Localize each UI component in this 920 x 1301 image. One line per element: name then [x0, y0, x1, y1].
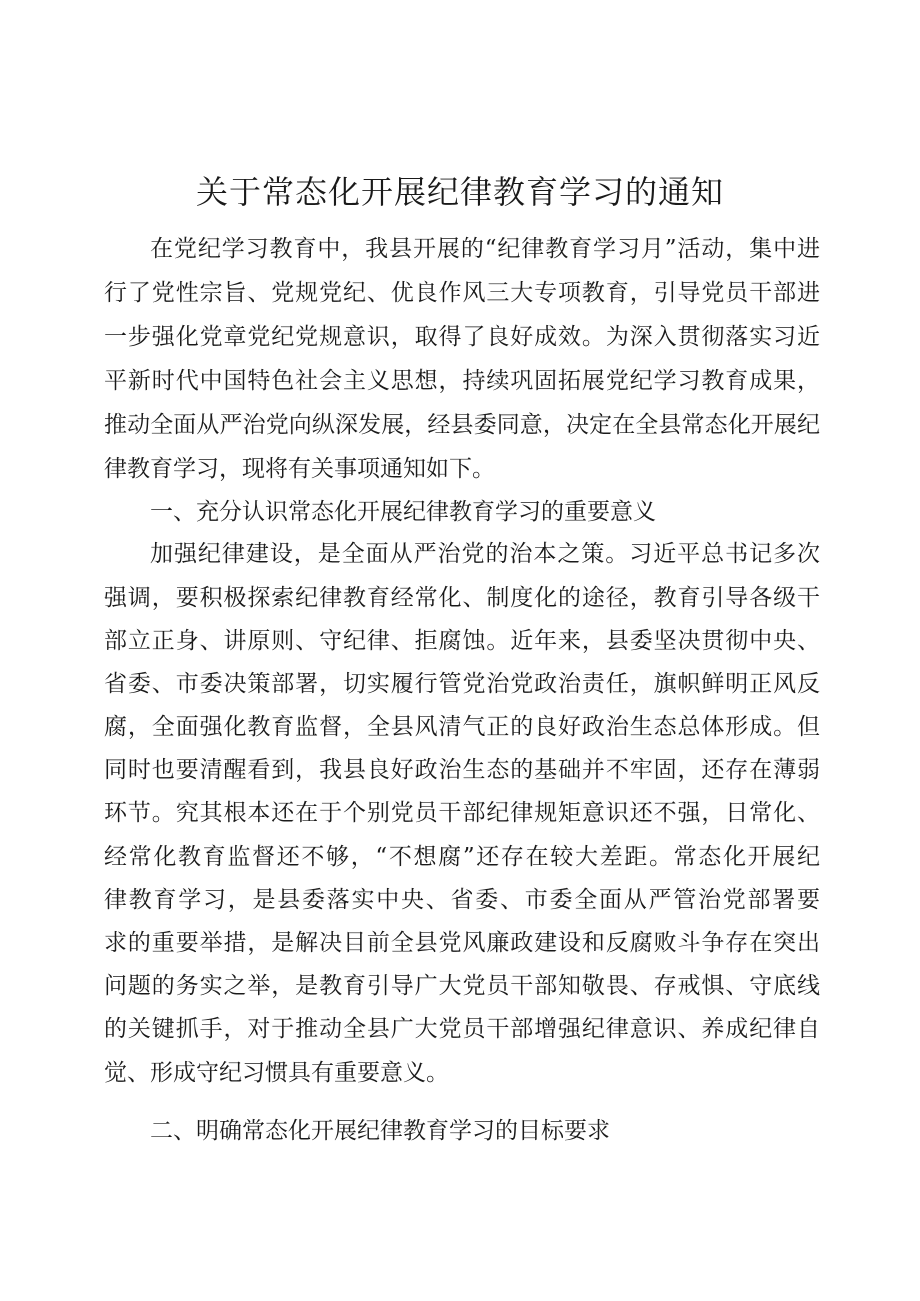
paragraph-2-line-2: 强调，要积极探索纪律教育经常化、制度化的途径，教育引导各级干: [104, 585, 820, 611]
paragraph-2-line-11: 问题的务实之举，是教育引导广大党员干部知敬畏、存戒惧、守底线: [104, 973, 820, 999]
paragraph-1-line-5: 推动全面从严治党向纵深发展，经县委同意，决定在全县常态化开展纪: [104, 412, 820, 438]
paragraph-2-line-8: 经常化教育监督还不够，“不想腐”还存在较大差距。常态化开展纪: [104, 844, 820, 870]
paragraph-2-line-4: 省委、市委决策部署，切实履行管党治党政治责任，旗帜鲜明正风反: [104, 671, 820, 697]
section-heading-2: 二、明确常态化开展纪律教育学习的目标要求: [150, 1118, 610, 1144]
paragraph-2-line-12: 的关键抓手，对于推动全县广大党员干部增强纪律意识、养成纪律自: [104, 1016, 820, 1042]
paragraph-2-line-9: 律教育学习，是县委落实中央、省委、市委全面从严管治党部署要: [104, 887, 820, 913]
section-heading-1: 一、充分认识常态化开展纪律教育学习的重要意义: [150, 499, 656, 525]
paragraph-2-line-7: 环节。究其根本还在于个别党员干部纪律规矩意识还不强，日常化、: [104, 800, 820, 826]
paragraph-2-line-1: 加强纪律建设，是全面从严治党的治本之策。习近平总书记多次: [150, 541, 820, 567]
paragraph-1-line-2: 行了党性宗旨、党规党纪、优良作风三大专项教育，引导党员干部进: [104, 280, 820, 306]
paragraph-1-line-6: 律教育学习，现将有关事项通知如下。: [104, 456, 495, 482]
paragraph-2-line-13: 觉、形成守纪习惯具有重要意义。: [104, 1060, 449, 1086]
paragraph-2-line-10: 求的重要举措，是解决目前全县党风廉政建设和反腐败斗争存在突出: [104, 930, 820, 956]
paragraph-1-line-1: 在党纪学习教育中，我县开展的“纪律教育学习月”活动，集中进: [150, 236, 820, 262]
paragraph-2-line-6: 同时也要清醒看到，我县良好政治生态的基础并不牢固，还存在薄弱: [104, 757, 820, 783]
paragraph-2-line-5: 腐，全面强化教育监督，全县风清气正的良好政治生态总体形成。但: [104, 714, 820, 740]
paragraph-1-line-3: 一步强化党章党纪党规意识，取得了良好成效。为深入贯彻落实习近: [104, 324, 820, 350]
document-title: 关于常态化开展纪律教育学习的通知: [195, 173, 724, 211]
paragraph-1-line-4: 平新时代中国特色社会主义思想，持续巩固拓展党纪学习教育成果，: [104, 368, 820, 394]
paragraph-2-line-3: 部立正身、讲原则、守纪律、拒腐蚀。近年来，县委坚决贯彻中央、: [104, 628, 820, 654]
